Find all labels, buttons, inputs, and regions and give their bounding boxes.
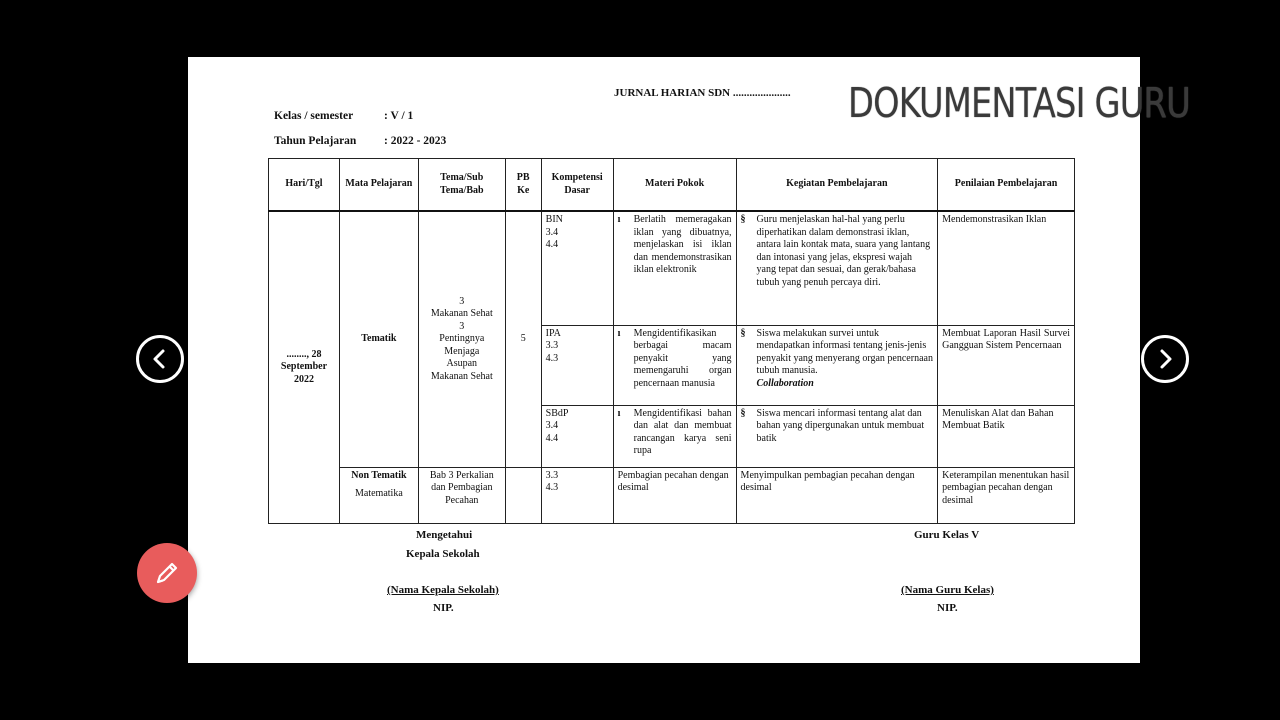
sign-mengetahui: Mengetahui [416, 529, 473, 541]
kegiatan-text: Guru menjelaskan hal-hal yang perlu diperhatikan dalam demonstrasi iklan, antara lain kontak mata, suara yang lantang dan intonasi yang jelas, ekspresi wajah yang tepat dan sesuai, dan gerak/bahasa tubuh yang penuh percaya diri. [756, 214, 931, 288]
kd-code: 4.4 [545, 432, 559, 444]
date-cell [269, 211, 340, 523]
header-kegiatan: Kegiatan Pembelajaran [736, 159, 938, 212]
next-page-button[interactable] [1141, 335, 1189, 383]
pb-cell [505, 467, 541, 523]
bullet-icon: § [740, 407, 746, 419]
materi-text: Berlatih memeragakan iklan yang dibuatnya, menjelaskan isi iklan dan mendemonstrasikan iklan elektronik [633, 214, 732, 275]
kd-subject: IPA [545, 327, 561, 339]
nama-kepala-text: (Nama Kepala Sekolah) [387, 584, 499, 596]
kd-code: 4.3 [545, 352, 559, 364]
mapel-tematik: Tematik [339, 211, 418, 467]
sign-guru-kelas: Guru Kelas V [914, 529, 980, 541]
date-line: ........, 28 [286, 348, 322, 360]
date-line: 2022 [293, 373, 314, 385]
kd-code: 4.3 [545, 482, 559, 493]
kd-code: 3.4 [545, 226, 559, 238]
kegiatan-cell [736, 211, 938, 325]
materi-text: Mengidentifikasikan berbagai macam penyakit yang memengaruhi organ pencernaan manusia [633, 327, 732, 389]
materi-cell: Pembagian pecahan dengan desimal [613, 467, 736, 523]
kegiatan-cell [736, 405, 938, 467]
kd-cell [541, 467, 613, 523]
kegiatan-cell [736, 325, 938, 405]
chevron-right-icon [1154, 348, 1176, 370]
kd-subject: SBdP [545, 407, 569, 419]
kd-code: 3.3 [545, 340, 559, 351]
penilaian-cell: Menuliskan Alat dan Bahan Membuat Batik [938, 405, 1075, 467]
tema-cell: Bab 3 Perkalian dan Pembagian Pecahan [418, 467, 505, 523]
kegiatan-collaboration: Collaboration [756, 377, 814, 389]
kd-code: 4.4 [545, 239, 559, 250]
tema-line: Makanan Sehat [430, 308, 493, 319]
tahun-label: Tahun Pelajaran [274, 135, 357, 147]
kd-code: 3.3 [545, 469, 559, 481]
kelas-value: : V / 1 [384, 110, 414, 122]
kegiatan-text: Siswa mencari informasi tentang alat dan bahan yang dipergunakan untuk membuat batik [756, 407, 925, 444]
chevron-left-icon [149, 348, 171, 370]
document-page [188, 57, 1190, 663]
edit-button[interactable] [137, 543, 197, 603]
materi-cell [613, 325, 736, 405]
sign-nip-guru: NIP. [937, 602, 958, 614]
kd-cell [541, 325, 613, 405]
tema-cell [418, 211, 505, 467]
header-kd: Kompetensi Dasar [541, 159, 613, 212]
tema-line: Pentingnya [439, 333, 485, 344]
tahun-value: : 2022 - 2023 [384, 135, 447, 147]
tema-line: Menjaga [444, 345, 480, 357]
materi-cell [613, 211, 736, 325]
tema-line: Makanan Sehat [430, 370, 493, 382]
previous-page-button[interactable] [136, 335, 184, 383]
kegiatan-text: Siswa melakukan survei untuk mendapatkan informasi tentang jenis-jenis penyakit yang menyerang organ pencernaan tubuh manusia. [756, 327, 933, 376]
bullet-icon: ı [617, 327, 621, 339]
tahun-pelajaran-row [274, 135, 446, 147]
date-line: September [280, 361, 328, 372]
document-title: JURNAL HARIAN SDN ..................... [614, 87, 791, 99]
penilaian-cell: Membuat Laporan Hasil Survei Gangguan Sistem Pencernaan [938, 325, 1075, 405]
bullet-icon: ı [617, 407, 621, 419]
kegiatan-cell: Menyimpulkan pembagian pecahan dengan desimal [736, 467, 938, 523]
header-mapel: Mata Pelajaran [339, 159, 418, 212]
mapel-non-tematik [339, 467, 418, 523]
table-row [269, 211, 1075, 325]
bullet-icon: § [740, 214, 746, 225]
kelas-semester-row [274, 110, 413, 122]
tema-line: Asupan [446, 358, 478, 369]
watermark-logo: DOKUMENTASI GURU [848, 79, 1190, 127]
header-pb: PB Ke [505, 159, 541, 212]
table-header-row [269, 159, 1075, 212]
materi-text: Mengidentifikasi bahan dan alat dan membuat rancangan karya seni rupa [633, 407, 732, 456]
pencil-icon [152, 558, 182, 588]
tema-line: 3 [459, 320, 465, 332]
sign-nama-kepala [387, 584, 499, 596]
nama-guru-text: (Nama Guru Kelas) [901, 584, 994, 596]
kd-cell [541, 211, 613, 325]
kelas-label: Kelas / semester [274, 110, 354, 122]
header-hari: Hari/Tgl [269, 159, 340, 212]
sign-nip-kepala: NIP. [433, 602, 454, 614]
non-tematik-mapel: Matematika [355, 488, 403, 499]
penilaian-cell: Keterampilan menentukan hasil pembagian pecahan dengan desimal [938, 467, 1075, 523]
bullet-icon: ı [617, 214, 621, 225]
kd-code: 3.4 [545, 420, 559, 431]
header-penilaian: Penilaian Pembelajaran [938, 159, 1075, 212]
non-tematik-label: Non Tematik [351, 469, 407, 481]
jurnal-table [268, 158, 1075, 524]
pb-cell: 5 [505, 211, 541, 467]
header-tema: Tema/Sub Tema/Bab [418, 159, 505, 212]
kd-cell [541, 405, 613, 467]
sign-nama-guru [901, 584, 994, 596]
penilaian-cell: Mendemonstrasikan Iklan [938, 211, 1075, 325]
table-row [269, 467, 1075, 523]
materi-cell [613, 405, 736, 467]
sign-kepala-sekolah: Kepala Sekolah [406, 548, 480, 560]
kd-subject: BIN [545, 214, 563, 225]
header-materi: Materi Pokok [613, 159, 736, 212]
tema-line: 3 [459, 295, 465, 307]
bullet-icon: § [740, 327, 746, 339]
